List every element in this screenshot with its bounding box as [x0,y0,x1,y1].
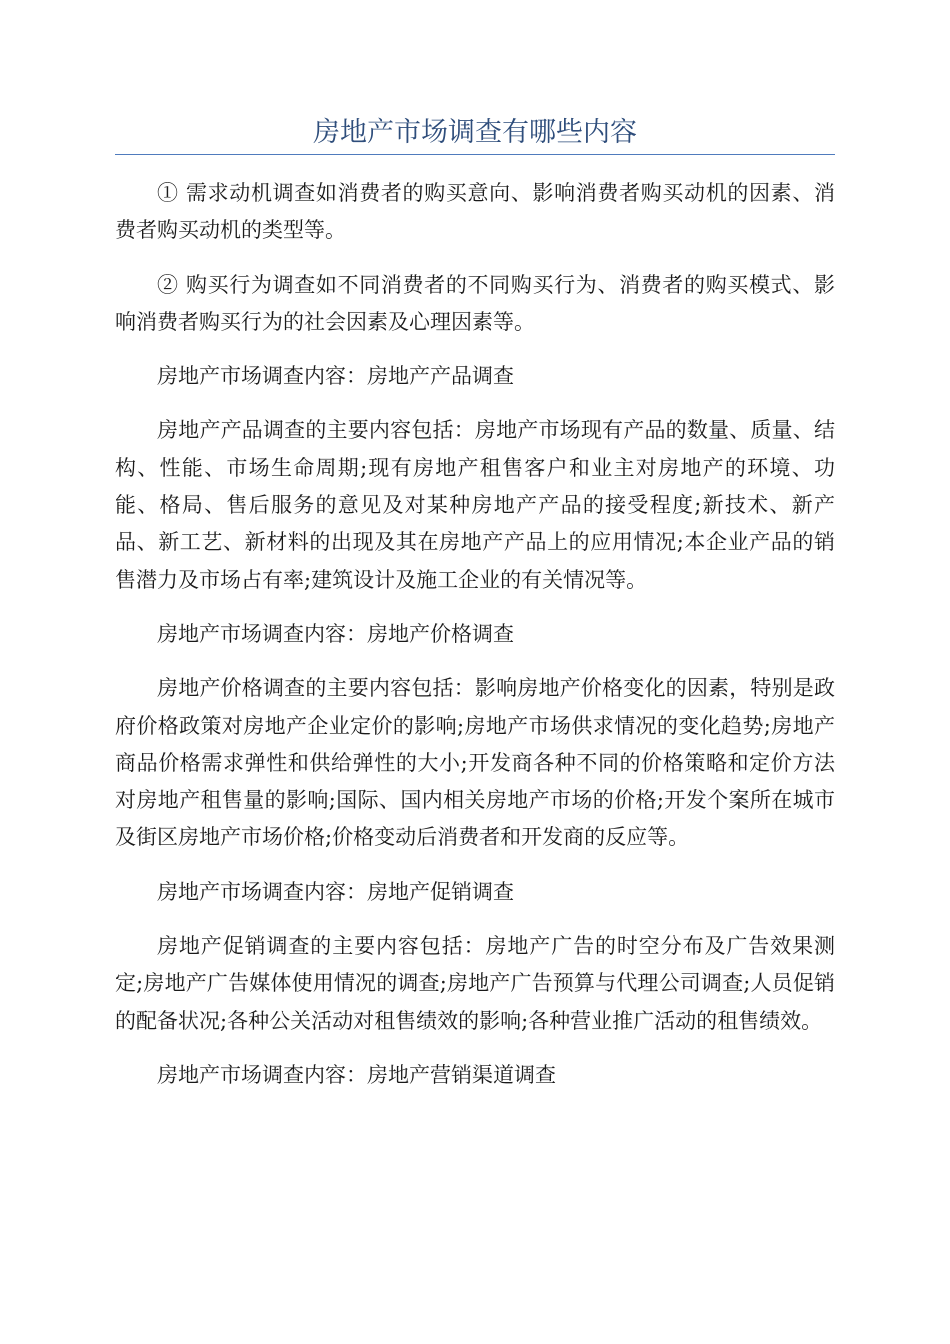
paragraph-price-survey: 房地产价格调查的主要内容包括：影响房地产价格变化的因素，特别是政府价格政策对房地产企业定价的影响;房地产市场供求情况的变化趋势;房地产商品价格需求弹性和供给弹性的大小;开发商各种不同的价格策略和定价方法对房地产租售量的影响;国际、国内相关房地产市场的价格;开发个案所在城市及街区房地产市场价格;价格变动后消费者和开发商的反应等。 [115,676,835,850]
section-heading-product: 房地产市场调查内容：房地产产品调查 [157,364,514,389]
section-heading-promotion: 房地产市场调查内容：房地产促销调查 [157,879,514,904]
document-title: 房地产市场调查有哪些内容 [313,117,637,148]
paragraph-product-survey: 房地产产品调查的主要内容包括：房地产市场现有产品的数量、质量、结构、性能、市场生命周期;现有房地产租售客户和业主对房地产的环境、功能、格局、售后服务的意见及对某种房地产产品的接受程度;新技术、新产品、新工艺、新材料的出现及其在房地产产品上的应用情况;本企业产品的销售潜力及市场占有率;建筑设计及施工企业的有关情况等。 [115,418,835,592]
section-heading-channel: 房地产市场调查内容：房地产营销渠道调查 [157,1062,556,1087]
document-body [115,175,835,1111]
section-heading-price: 房地产市场调查内容：房地产价格调查 [157,621,514,646]
paragraph-purchase-behavior: ② 购买行为调查如不同消费者的不同购买行为、消费者的购买模式、影响消费者购买行为的社会因素及心理因素等。 [115,272,835,334]
paragraph-promotion-survey: 房地产促销调查的主要内容包括：房地产广告的时空分布及广告效果测定;房地产广告媒体使用情况的调查;房地产广告预算与代理公司调查;人员促销的配备状况;各种公关活动对租售绩效的影响;各种营业推广活动的租售绩效。 [115,934,835,1033]
paragraph-demand-motive: ① 需求动机调查如消费者的购买意向、影响消费者购买动机的因素、消费者购买动机的类型等。 [115,181,835,243]
title-underline [115,154,835,155]
